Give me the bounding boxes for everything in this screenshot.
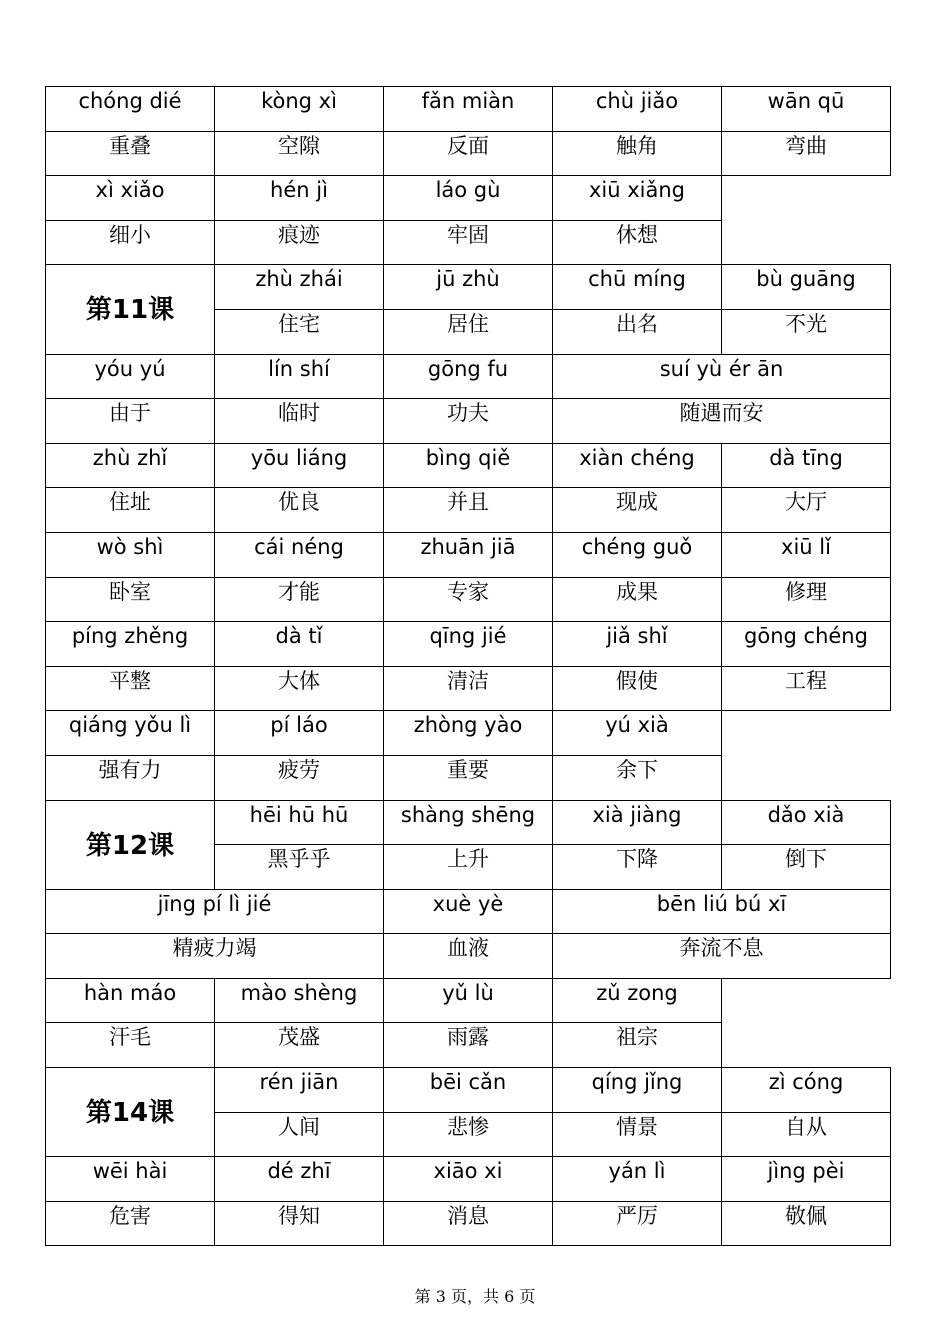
lesson-title: 第12课 bbox=[46, 800, 215, 889]
empty-cell bbox=[722, 176, 891, 265]
hanzi-cell: 成果 bbox=[553, 577, 722, 622]
pinyin-cell: xiū xiǎng bbox=[553, 176, 722, 221]
hanzi-cell: 触角 bbox=[553, 131, 722, 176]
hanzi-cell: 倒下 bbox=[722, 845, 891, 890]
pinyin-cell: yǔ lù bbox=[384, 978, 553, 1023]
pinyin-cell: pí láo bbox=[215, 711, 384, 756]
pinyin-cell: jiǎ shǐ bbox=[553, 622, 722, 667]
hanzi-cell: 牢固 bbox=[384, 220, 553, 265]
pinyin-cell: dǎo xià bbox=[722, 800, 891, 845]
hanzi-cell: 临时 bbox=[215, 399, 384, 444]
hanzi-cell: 大厅 bbox=[722, 488, 891, 533]
hanzi-row bbox=[46, 577, 891, 622]
empty-cell bbox=[722, 978, 891, 1067]
hanzi-cell: 痕迹 bbox=[215, 220, 384, 265]
pinyin-cell: zhù zhǐ bbox=[46, 443, 215, 488]
hanzi-cell: 重要 bbox=[384, 755, 553, 800]
hanzi-cell: 消息 bbox=[384, 1201, 553, 1246]
pinyin-cell: xuè yè bbox=[384, 889, 553, 934]
hanzi-cell: 住宅 bbox=[215, 309, 384, 354]
hanzi-cell: 自从 bbox=[722, 1112, 891, 1157]
pinyin-row bbox=[46, 532, 891, 577]
pinyin-cell: zǔ zong bbox=[553, 978, 722, 1023]
hanzi-cell: 住址 bbox=[46, 488, 215, 533]
pinyin-cell: dà tǐ bbox=[215, 622, 384, 667]
pinyin-cell: láo gù bbox=[384, 176, 553, 221]
pinyin-cell: hén jì bbox=[215, 176, 384, 221]
hanzi-cell: 居住 bbox=[384, 309, 553, 354]
pinyin-cell: yú xià bbox=[553, 711, 722, 756]
pinyin-cell: cái néng bbox=[215, 532, 384, 577]
hanzi-cell: 得知 bbox=[215, 1201, 384, 1246]
hanzi-cell: 茂盛 bbox=[215, 1023, 384, 1068]
pinyin-row bbox=[46, 87, 891, 132]
hanzi-cell: 不光 bbox=[722, 309, 891, 354]
hanzi-cell: 血液 bbox=[384, 934, 553, 979]
pinyin-row bbox=[46, 978, 891, 1023]
hanzi-row bbox=[46, 934, 891, 979]
pinyin-cell: chù jiǎo bbox=[553, 87, 722, 132]
pinyin-row bbox=[46, 176, 891, 221]
page-footer: 第 3 页，共 6 页 bbox=[414, 1287, 536, 1306]
pinyin-cell: xì xiǎo bbox=[46, 176, 215, 221]
hanzi-cell: 奔流不息 bbox=[553, 934, 891, 979]
pinyin-row bbox=[46, 1068, 891, 1113]
hanzi-cell: 重叠 bbox=[46, 131, 215, 176]
pinyin-cell: chū míng bbox=[553, 265, 722, 310]
pinyin-cell: zhòng yào bbox=[384, 711, 553, 756]
pinyin-cell: jīng pí lì jié bbox=[46, 889, 384, 934]
lesson-title: 第14课 bbox=[46, 1068, 215, 1157]
hanzi-cell: 汗毛 bbox=[46, 1023, 215, 1068]
pinyin-cell: yán lì bbox=[553, 1157, 722, 1202]
vocabulary-table bbox=[45, 86, 890, 1246]
pinyin-cell: qiáng yǒu lì bbox=[46, 711, 215, 756]
pinyin-cell: suí yù ér ān bbox=[553, 354, 891, 399]
pinyin-row bbox=[46, 889, 891, 934]
hanzi-cell: 雨露 bbox=[384, 1023, 553, 1068]
hanzi-cell: 并且 bbox=[384, 488, 553, 533]
pinyin-cell: zhù zhái bbox=[215, 265, 384, 310]
hanzi-cell: 卧室 bbox=[46, 577, 215, 622]
pinyin-cell: dé zhī bbox=[215, 1157, 384, 1202]
pinyin-row bbox=[46, 1157, 891, 1202]
pinyin-cell: gōng chéng bbox=[722, 622, 891, 667]
pinyin-cell: bìng qiě bbox=[384, 443, 553, 488]
hanzi-cell: 下降 bbox=[553, 845, 722, 890]
pinyin-cell: qīng jié bbox=[384, 622, 553, 667]
pinyin-cell: fǎn miàn bbox=[384, 87, 553, 132]
pinyin-cell: bēn liú bú xī bbox=[553, 889, 891, 934]
hanzi-cell: 细小 bbox=[46, 220, 215, 265]
hanzi-cell: 现成 bbox=[553, 488, 722, 533]
pinyin-cell: jìng pèi bbox=[722, 1157, 891, 1202]
pinyin-row bbox=[46, 800, 891, 845]
hanzi-cell: 假使 bbox=[553, 666, 722, 711]
hanzi-cell: 情景 bbox=[553, 1112, 722, 1157]
hanzi-cell: 大体 bbox=[215, 666, 384, 711]
pinyin-cell: chéng guǒ bbox=[553, 532, 722, 577]
pinyin-row bbox=[46, 443, 891, 488]
pinyin-cell: yōu liáng bbox=[215, 443, 384, 488]
hanzi-cell: 强有力 bbox=[46, 755, 215, 800]
hanzi-row bbox=[46, 488, 891, 533]
hanzi-cell: 休想 bbox=[553, 220, 722, 265]
pinyin-row bbox=[46, 265, 891, 310]
pinyin-cell: wò shì bbox=[46, 532, 215, 577]
hanzi-cell: 优良 bbox=[215, 488, 384, 533]
hanzi-cell: 才能 bbox=[215, 577, 384, 622]
hanzi-cell: 精疲力竭 bbox=[46, 934, 384, 979]
hanzi-cell: 黑乎乎 bbox=[215, 845, 384, 890]
pinyin-cell: zì cóng bbox=[722, 1068, 891, 1113]
hanzi-cell: 敬佩 bbox=[722, 1201, 891, 1246]
pinyin-cell: yóu yú bbox=[46, 354, 215, 399]
pinyin-cell: mào shèng bbox=[215, 978, 384, 1023]
pinyin-cell: qíng jǐng bbox=[553, 1068, 722, 1113]
hanzi-cell: 工程 bbox=[722, 666, 891, 711]
lesson-title: 第11课 bbox=[46, 265, 215, 354]
hanzi-cell: 弯曲 bbox=[722, 131, 891, 176]
hanzi-cell: 疲劳 bbox=[215, 755, 384, 800]
hanzi-cell: 上升 bbox=[384, 845, 553, 890]
pinyin-cell: hēi hū hū bbox=[215, 800, 384, 845]
hanzi-cell: 随遇而安 bbox=[553, 399, 891, 444]
hanzi-cell: 出名 bbox=[553, 309, 722, 354]
hanzi-cell: 平整 bbox=[46, 666, 215, 711]
pinyin-cell: wān qū bbox=[722, 87, 891, 132]
pinyin-cell: dà tīng bbox=[722, 443, 891, 488]
hanzi-cell: 清洁 bbox=[384, 666, 553, 711]
hanzi-row bbox=[46, 1201, 891, 1246]
pinyin-cell: wēi hài bbox=[46, 1157, 215, 1202]
hanzi-row bbox=[46, 399, 891, 444]
pinyin-cell: lín shí bbox=[215, 354, 384, 399]
hanzi-cell: 修理 bbox=[722, 577, 891, 622]
pinyin-cell: zhuān jiā bbox=[384, 532, 553, 577]
pinyin-cell: kòng xì bbox=[215, 87, 384, 132]
pinyin-cell: xiū lǐ bbox=[722, 532, 891, 577]
empty-cell bbox=[722, 711, 891, 800]
pinyin-row bbox=[46, 622, 891, 667]
hanzi-cell: 余下 bbox=[553, 755, 722, 800]
pinyin-cell: chóng dié bbox=[46, 87, 215, 132]
hanzi-cell: 祖宗 bbox=[553, 1023, 722, 1068]
pinyin-cell: píng zhěng bbox=[46, 622, 215, 667]
pinyin-cell: bù guāng bbox=[722, 265, 891, 310]
pinyin-cell: gōng fu bbox=[384, 354, 553, 399]
hanzi-cell: 由于 bbox=[46, 399, 215, 444]
hanzi-cell: 严厉 bbox=[553, 1201, 722, 1246]
pinyin-cell: rén jiān bbox=[215, 1068, 384, 1113]
pinyin-cell: shàng shēng bbox=[384, 800, 553, 845]
hanzi-cell: 悲惨 bbox=[384, 1112, 553, 1157]
pinyin-row bbox=[46, 711, 891, 756]
hanzi-cell: 人间 bbox=[215, 1112, 384, 1157]
hanzi-cell: 专家 bbox=[384, 577, 553, 622]
pinyin-cell: xià jiàng bbox=[553, 800, 722, 845]
pinyin-cell: hàn máo bbox=[46, 978, 215, 1023]
hanzi-cell: 空隙 bbox=[215, 131, 384, 176]
pinyin-row bbox=[46, 354, 891, 399]
hanzi-row bbox=[46, 131, 891, 176]
pinyin-cell: bēi cǎn bbox=[384, 1068, 553, 1113]
hanzi-cell: 功夫 bbox=[384, 399, 553, 444]
pinyin-cell: jū zhù bbox=[384, 265, 553, 310]
hanzi-cell: 反面 bbox=[384, 131, 553, 176]
pinyin-cell: xiāo xi bbox=[384, 1157, 553, 1202]
hanzi-cell: 危害 bbox=[46, 1201, 215, 1246]
pinyin-cell: xiàn chéng bbox=[553, 443, 722, 488]
hanzi-row bbox=[46, 666, 891, 711]
